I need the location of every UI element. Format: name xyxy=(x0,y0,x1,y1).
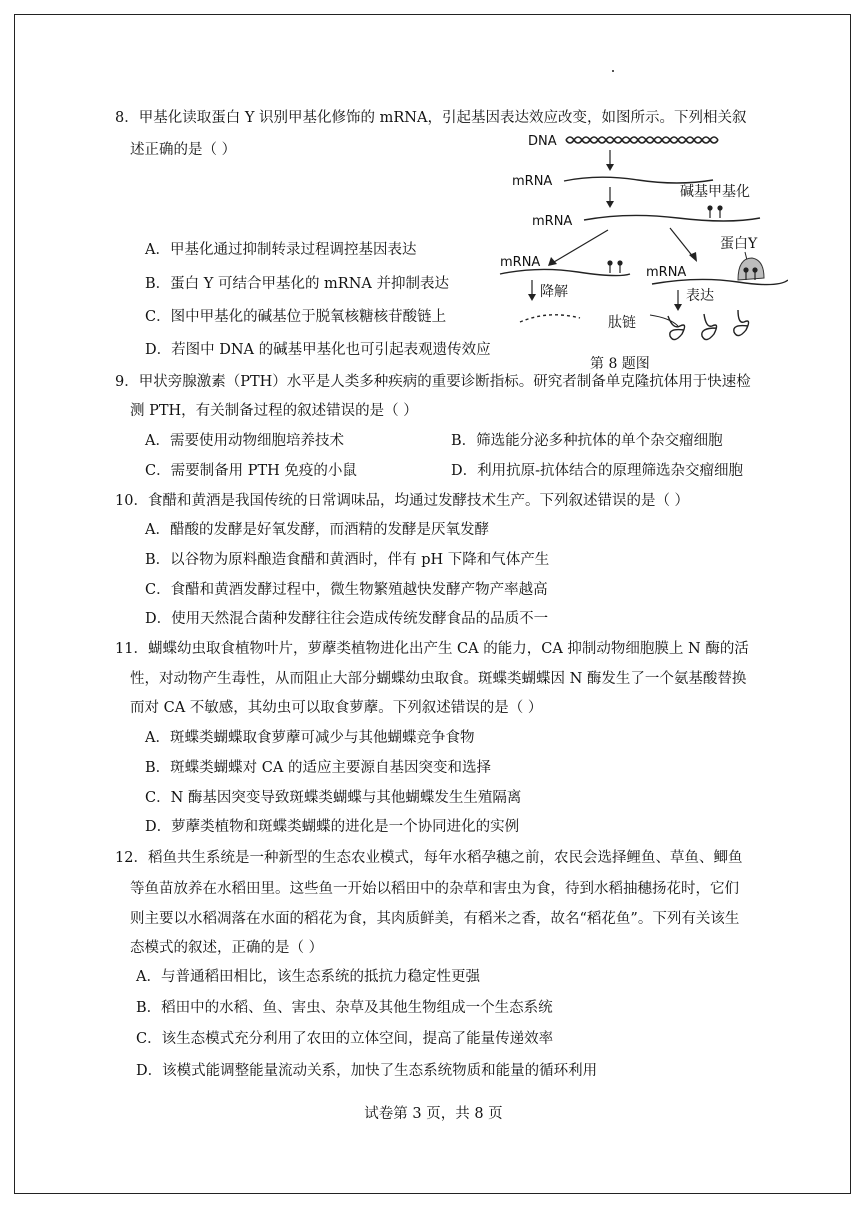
q11-stem-line1: 11．蝴蝶幼虫取食植物叶片，萝藦类植物进化出产生 CA 的能力，CA 抑制动物细胞膜上 N 酶的活 xyxy=(115,641,749,657)
arrowhead-5 xyxy=(528,294,536,301)
q8-option-d: D．若图中 DNA 的碱基甲基化也可引起表观遗传效应 xyxy=(145,342,491,358)
q9-option-a: A．需要使用动物细胞培养技术 xyxy=(145,433,344,449)
page-footer: 试卷第 3 页，共 8 页 xyxy=(364,1106,503,1122)
methyl-marks-2 xyxy=(707,205,722,218)
q12-stem-line3: 则主要以水稻凋落在水面的稻花为食，其肉质鲜美，有稻米之香，故名“稻花鱼”。下列有关该生 xyxy=(130,911,740,927)
scan-dot xyxy=(612,70,614,72)
peptide-pointer xyxy=(650,315,678,326)
q11-option-c: C．N 酶基因突变导致斑蝶类蝴蝶与其他蝴蝶发生生殖隔离 xyxy=(145,790,522,806)
q12-stem-line1: 12．稻鱼共生系统是一种新型的生态农业模式，每年水稻孕穗之前，农民会选择鲤鱼、草鱼、鲫鱼 xyxy=(115,850,743,866)
q10-option-a: A．醋酸的发酵是好氧发酵，而酒精的发酵是厌氧发酵 xyxy=(145,522,489,538)
fig-degrade-label: 降解 xyxy=(540,284,568,300)
q8-option-b: B．蛋白 Y 可结合甲基化的 mRNA 并抑制表达 xyxy=(145,276,449,292)
q12-stem-line2: 等鱼苗放养在水稻田里。这些鱼一开始以稻田中的杂草和害虫为食，待到水稻抽穗扬花时，它们 xyxy=(130,881,739,897)
arrowhead-6 xyxy=(674,304,682,311)
q11-stem-line2: 性，对动物产生毒性，从而阻止大部分蝴蝶幼虫取食。斑蝶类蝴蝶因 N 酶发生了一个氨基酸替换 xyxy=(130,671,747,687)
q12-option-d: D．该模式能调整能量流动关系，加快了生态系统物质和能量的循环利用 xyxy=(136,1063,598,1079)
q8-option-c: C．图中甲基化的碱基位于脱氧核糖核苷酸链上 xyxy=(145,309,447,325)
methyl-marks-3 xyxy=(607,260,622,273)
q8-figure xyxy=(498,130,788,375)
q12-option-c: C．该生态模式充分利用了农田的立体空间，提高了能量传递效率 xyxy=(136,1031,554,1047)
q9-option-d: D．利用抗原-抗体结合的原理筛选杂交瘤细胞 xyxy=(451,463,744,479)
arrowhead-2 xyxy=(606,201,614,208)
mrna-strand-1 xyxy=(564,177,713,183)
protein-y-shape xyxy=(738,258,764,280)
q11-option-d: D．萝藦类植物和斑蝶类蝴蝶的进化是一个协同进化的实例 xyxy=(145,819,520,835)
fig-dna-label: DNA xyxy=(528,134,557,149)
q8-stem-line2: 述正确的是（ ） xyxy=(130,142,237,158)
fig-methylation-label: 碱基甲基化 xyxy=(680,184,750,200)
methylation-diagram xyxy=(498,130,788,375)
fig-protein-y-label: 蛋白Y xyxy=(720,236,758,252)
q10-option-d: D．使用天然混合菌种发酵往往会造成传统发酵食品的品质不一 xyxy=(145,611,549,627)
q12-option-a: A．与普通稻田相比，该生态系统的抵抗力稳定性更强 xyxy=(136,969,480,985)
q9-stem-line1: 9．甲状旁腺激素（PTH）水平是人类多种疾病的重要诊断指标。研究者制备单克隆抗体用于快速检 xyxy=(115,374,751,390)
q12-stem-line4: 态模式的叙述，正确的是（ ） xyxy=(130,940,324,956)
mrna-strand-4 xyxy=(652,279,788,284)
q11-option-b: B．斑蝶类蝴蝶对 CA 的适应主要源自基因突变和选择 xyxy=(145,760,491,776)
fig-caption: 第 8 题图 xyxy=(590,356,650,372)
q10-option-c: C．食醋和黄酒发酵过程中，微生物繁殖越快发酵产物产率越高 xyxy=(145,582,548,598)
arrowhead-1 xyxy=(606,164,614,171)
fig-mrna2-label: mRNA xyxy=(532,214,573,229)
fig-mrna1-label: mRNA xyxy=(512,174,553,189)
arrow-left-branch xyxy=(554,230,608,262)
q9-stem-line2: 测 PTH，有关制备过程的叙述错误的是（ ） xyxy=(130,403,418,419)
fig-express-label: 表达 xyxy=(686,288,714,304)
arrow-right-branch xyxy=(670,228,694,258)
fig-mrna4-label: mRNA xyxy=(646,265,687,280)
degraded-mrna xyxy=(520,315,580,322)
q9-option-c: C．需要制备用 PTH 免疫的小鼠 xyxy=(145,463,357,479)
q11-stem-line3: 而对 CA 不敏感，其幼虫可以取食萝藦。下列叙述错误的是（ ） xyxy=(130,700,543,716)
fig-peptide-label: 肽链 xyxy=(608,315,636,331)
q8-option-a: A．甲基化通过抑制转录过程调控基因表达 xyxy=(145,242,417,258)
q12-option-b: B．稻田中的水稻、鱼、害虫、杂草及其他生物组成一个生态系统 xyxy=(136,1000,553,1016)
q9-option-b: B．筛选能分泌多种抗体的单个杂交瘤细胞 xyxy=(451,433,723,449)
fig-mrna3-label: mRNA xyxy=(500,255,541,270)
q8-stem-line1: 8．甲基化读取蛋白 Y 识别甲基化修饰的 mRNA，引起基因表达效应改变，如图所示。下列相关叙 xyxy=(115,110,747,126)
q10-option-b: B．以谷物为原料酿造食醋和黄酒时，伴有 pH 下降和气体产生 xyxy=(145,552,550,568)
q11-option-a: A．斑蝶类蝴蝶取食萝藦可减少与其他蝴蝶竞争食物 xyxy=(145,730,475,746)
q10-stem-line1: 10．食醋和黄酒是我国传统的日常调味品，均通过发酵技术生产。下列叙述错误的是（ ） xyxy=(115,493,690,509)
mrna-strand-2 xyxy=(584,215,760,221)
peptide-chains xyxy=(668,310,749,340)
